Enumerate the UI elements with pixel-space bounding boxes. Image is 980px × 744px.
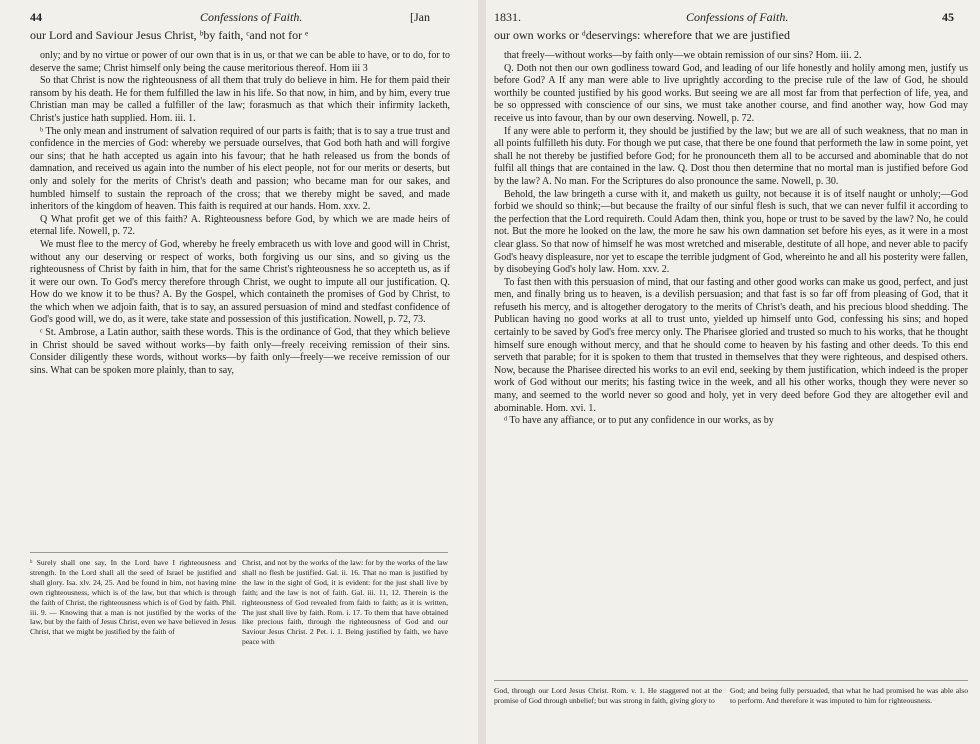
page-number: 44 [30, 10, 42, 24]
footnote-text: Christ, and not by the works of the law: for by the works of the law shall no flesh be justified. Gal. ii. 16. That no man is justified by the law in the sight of God, it is evident: for the just shall live by faith; and the law is not of faith. Gal. iii. 11, 12. Therein is the righteousness of God revealed from faith to faith; as it is written, The just shall live by faith. Rom. i. 17. To them that have obtained like precious faith, through the righteousness of God and our Saviour Jesus Christ. 2 Pet. i. 1. Being justified by faith, we have peace with [242, 558, 448, 647]
footnotes-col-1 [30, 558, 236, 637]
paragraph: only; and by no virtue or power of our own that is in us, or that we can be able to have, or to do, for to deserve the same; Christ himself only being the cause meritorious thereof. Hom iii 3 [30, 50, 450, 74]
footnote-text: ᵇ Surely shall one say, In the Lord have I righteousness and strength. In the Lord shall all the seed of Israel be justified and shall glory. Isa. xlv. 24, 25. And be found in him, not having mine own righteousness, which is of the law, but that which is through the faith of Christ, the righteousness which is of God by faith. Phil. iii. 9. — Knowing that a man is not justified by the works of the law, but by the faith of Jesus Christ, even we have believed in Jesus Christ, that we might be justified by the faith of [30, 558, 236, 637]
paragraph: Q. Doth not then our own godliness toward God, and leading of our life honestly and holily among men, justify us before God? A If any man were able to live uprightly according to the precise rule of the law of God, he should worthily be counted justified by his good works. But seeing we are all most far from that perfection of life, yea, and be so oppressed with conscience of our sins, we must take another course, and find another way, how God may receive us into favour, than by our own deserving. Nowell, p. 72. [494, 62, 968, 124]
book-gutter [478, 0, 486, 744]
page-number: 45 [942, 10, 954, 24]
header-date: [Jan [410, 10, 430, 24]
footnote-text: God; and being fully persuaded, that what he had promised he was able also to perform. And therefore it was imputed to him for righteousness. [730, 686, 968, 705]
right-page [486, 0, 980, 744]
footnote-rule [494, 680, 968, 681]
left-main-text [30, 50, 450, 377]
running-title: Confessions of Faith. [686, 10, 789, 24]
header-year: 1831. [494, 10, 521, 24]
right-main-text [494, 50, 968, 428]
paragraph: If any were able to perform it, they should be justified by the law; but we are all of such weakness, that no man in all points fulfilleth his duty. For though we put case, that there be one found that performeth the law in some point, yet shall he not thereby be justified before God; for he pronounceth them all to be accursed and abominable that do not fulfil all things that are contained in the law. Q. Dost thou then determine that no mortal man is justified before God by the law? A. No man. For the Scriptures do also pronounce the same. Nowell, p. 30. [494, 125, 968, 187]
top-line: our Lord and Saviour Jesus Christ, ᵇby faith, ᶜand not for ᵉ [30, 28, 309, 42]
left-header [0, 10, 478, 30]
footnote-text: God, through our Lord Jesus Christ. Rom. v. 1. He staggered not at the promise of God through unbelief; but was strong in faith, giving glory to [494, 686, 722, 705]
footnotes-col-2 [242, 558, 448, 647]
paragraph: To fast then with this persuasion of mind, that our fasting and other good works can make us good, perfect, and just men, and finally bring us to heaven, is a devilish persuasion; and that fast is so far off from pleasing of God, that it refuseth his mercy, and is altogether derogatory to the merits of Christ's death, and his precious blood shedding. The Publican having no good works at all to trust unto, yielded up himself unto God, confessing his sins; and hoped certainly to be saved by God's free mercy only. The Pharisee gloried and trusted so much to his works, that he thought himself sure enough without mercy, and that he should come to heaven by his fasting and other deeds. To this end serveth that parable; for it is spoken to them that trusted in themselves that they were righteous, and despised others. Now, because the Pharisee directed his works to an evil end, seeking by them justification, which indeed is the proper work of God without our merits; his fasting twice in the week, and all his other works, though they were never so many, and seemed to the world never so good and holy, yet in very deed before God they are altogether evil and abominable. Hom. xvi. 1. [494, 276, 968, 414]
right-header [486, 10, 980, 30]
paragraph: Q What profit get we of this faith? A. Righteousness before God, by which we are made heirs of eternal life. Nowell, p. 72. [30, 213, 450, 238]
paragraph: ᵇ The only mean and instrument of salvation required of our parts is faith; that is to say a true trust and confidence in the mercies of God: whereby we persuade ourselves, that God both hath and will forgive our sins; that he hath accepted us again into his favour; that he hath released us from the bonds of damnation, and received us again into the number of his elect people, not for our merits or deserts, but only and solely for the merits of Christ's death and passion; who became man for our sakes, and humbled himself to sustain the reproach of the cross; that we thereby might be saved, and made inheritors of the kingdom of heaven. This faith is required at our hands. Hom. xxv. 2. [30, 125, 450, 213]
paragraph: that freely—without works—by faith only—we obtain remission of our sins? Hom. iii. 2. [504, 50, 862, 61]
paragraph: We must flee to the mercy of God, whereby he freely embraceth us with love and good will in Christ, without any our deserving or respect of works, both forgiving us our sins, and so giving us the righteousness of Christ by faith in him, that for the same Christ's righteousness he so accepteth us, as if it were our own. To God's mercy therefore through Christ, we ought to impute all our justification. Q. How do we know it to be thus? A. By the Gospel, which containeth the promises of God by Christ, to the which when we adjoin faith, that is to say, an assured persuasion of mind and stedfast confidence of God's good will, we do, as it were, take state and possession of this justification. Nowell, p. 72, 73. [30, 238, 450, 326]
paragraph: ᶜ St. Ambrose, a Latin author, saith these words. This is the ordinance of God, that they which believe in Christ should be saved without works—by faith only—freely receiving remission of their sins. Consider diligently these words, without works—by faith only—freely—we receive remission of our sins. What can be spoken more plainly, than to say, [30, 327, 450, 376]
footnotes-col-1 [494, 686, 722, 706]
paragraph: So that Christ is now the righteousness of all them that truly do believe in him. He for them paid their ransom by his death. He for them fulfilled the law in his life. So that now, in him, and by him, every true Christian man may be called a fulfiller of the law; forasmuch as that which their infirmity lacketh, Christ's justice hath supplied. Hom. iii. 1. [30, 75, 450, 124]
footnote-rule [30, 552, 448, 553]
left-page [0, 0, 478, 744]
running-title: Confessions of Faith. [200, 10, 303, 24]
footnotes-col-2 [730, 686, 968, 706]
paragraph: ᵈ To have any affiance, or to put any confidence in our works, as by [504, 415, 774, 427]
paragraph: Behold, the law bringeth a curse with it, and maketh us guilty, not because it is of itself naught or unholy;—God forbid we should so think;—but because the frailty of our sinful flesh is such, that we can never fulfil it according to the perfection that the Lord requireth. Could Adam then, think you, hope or trust to be saved by the law? No, he could not. But the more he looked on the law, the more he saw his own damnation set before his eyes, as it were in a most clear glass. So that now of himself he was most wretched and miserable, destitute of all hope, and never able to pacify God's heavy displeasure, nor yet to escape the terrible judgment of God, whereinto he and all his posterity were fallen, by disobeying God's holy law. Hom. xxv. 2. [494, 188, 968, 276]
top-line: our own works or ᵈdeservings: wherefore that we are justified [494, 28, 790, 42]
